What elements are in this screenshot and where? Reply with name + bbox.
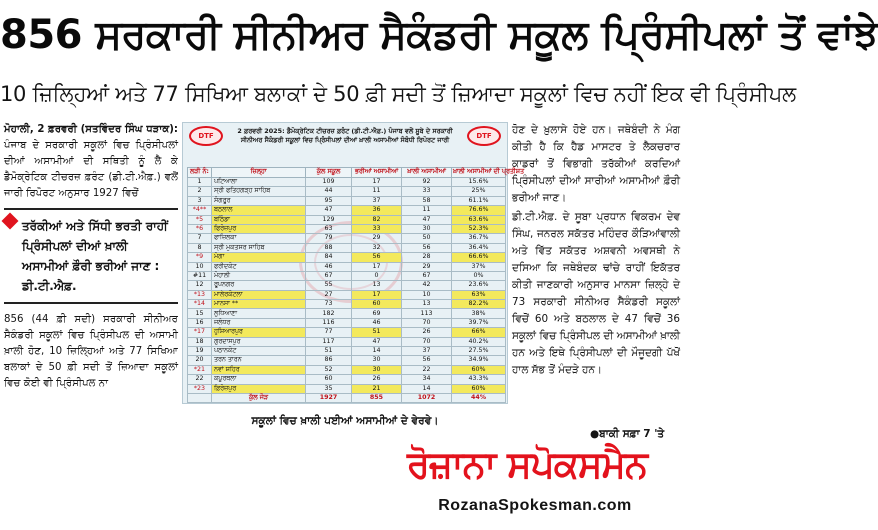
table-cell-sn: *4** xyxy=(188,206,212,215)
table-cell-district: ਸ੍ਰੀ ਮੁਕਤਸਰ ਸਾਹਿਬ xyxy=(212,243,306,252)
table-cell-sn: *9 xyxy=(188,253,212,262)
table-cell-pct: 63% xyxy=(452,290,506,299)
table-cell-district: ਲੁਧਿਆਣਾ xyxy=(212,309,306,318)
table-cell-filled: 11 xyxy=(352,187,402,196)
table-total-cell: 1072 xyxy=(402,393,452,402)
table-cell-filled: 33 xyxy=(352,224,402,233)
table-row xyxy=(188,384,506,393)
table-cell-pct: 66% xyxy=(452,328,506,337)
table-row xyxy=(188,187,506,196)
table-cell-vacant: 14 xyxy=(402,384,452,393)
table-cell-total: 47 xyxy=(306,206,352,215)
table-row xyxy=(188,196,506,205)
table-cell-sn: *17 xyxy=(188,328,212,337)
table-cell-total: 60 xyxy=(306,375,352,384)
table-cell-district: ਰੂਪਨਗਰ xyxy=(212,281,306,290)
table-cell-sn: *13 xyxy=(188,290,212,299)
table-cell-district: ਸੰਗਰੂਰ xyxy=(212,196,306,205)
table-cell-filled: 37 xyxy=(352,196,402,205)
table-cell-total: 84 xyxy=(306,253,352,262)
table-cell-pct: 37% xyxy=(452,262,506,271)
table-row xyxy=(188,224,506,233)
table-cell-district: ਮਾਲੇਰਕੋਟਲਾ xyxy=(212,290,306,299)
table-cell-district: ਨਵਾਂ ਸ਼ਹਿਰ xyxy=(212,365,306,374)
table-cell-vacant: 113 xyxy=(402,309,452,318)
website-url: RozanaSpokesman.com xyxy=(438,497,632,514)
table-cell-district: ਬਠਿੰਡਾ xyxy=(212,215,306,224)
table-cell-total: 116 xyxy=(306,318,352,327)
table-cell-pct: 52.3% xyxy=(452,224,506,233)
table-row xyxy=(188,347,506,356)
table-cell-filled: 17 xyxy=(352,290,402,299)
table-cell-district: ਫਿਰੋਜ਼ਪੁਰ xyxy=(212,224,306,233)
table-cell-total: 95 xyxy=(306,196,352,205)
table-cell-sn: *23 xyxy=(188,384,212,393)
table-cell-district: ਗੁਰਦਾਸਪੁਰ xyxy=(212,337,306,346)
table-total-cell: ਕੁੱਲ ਜੋੜ xyxy=(212,393,306,402)
table-cell-pct: 23.6% xyxy=(452,281,506,290)
table-cell-total: 55 xyxy=(306,281,352,290)
table-row xyxy=(188,290,506,299)
table-cell-filled: 60 xyxy=(352,300,402,309)
dateline xyxy=(4,122,178,202)
table-cell-filled: 47 xyxy=(352,337,402,346)
headline: 856 ਸਰਕਾਰੀ ਸੀਨੀਅਰ ਸੈਕੰਡਰੀ ਸਕੂਲ ਪ੍ਰਿੰਸੀਪਲਾਂ ਤੋਂ ਵਾਂਝੇ xyxy=(0,12,878,58)
table-cell-sn: *6 xyxy=(188,224,212,233)
table-row xyxy=(188,337,506,346)
table-cell-filled: 17 xyxy=(352,178,402,187)
table-cell-pct: 36.4% xyxy=(452,243,506,252)
table-cell-filled: 36 xyxy=(352,206,402,215)
report-image xyxy=(182,122,525,404)
table-cell-pct: 34.9% xyxy=(452,356,506,365)
table-cell-sn: #11 xyxy=(188,271,212,280)
table-cell-pct: 38% xyxy=(452,309,506,318)
table-row xyxy=(188,253,506,262)
column-header: ਖ਼ਾਲੀ ਅਸਾਮੀਆਂ ਦੀ ਪ੍ਰਤੀਸ਼ਤ xyxy=(452,168,506,178)
table-row xyxy=(188,356,506,365)
table-cell-vacant: 28 xyxy=(402,253,452,262)
table-cell-vacant: 22 xyxy=(402,365,452,374)
table-cell-pct: 36.7% xyxy=(452,234,506,243)
table-caption: ਸਕੂਲਾਂ ਵਿਚ ਖ਼ਾਲੀ ਪਈਆਂ ਅਸਾਮੀਆਂ ਦੇ ਵੇਰਵੇ। xyxy=(251,415,439,427)
table-row xyxy=(188,300,506,309)
table-cell-district: ਫਰੀਦਕੋਟ xyxy=(212,262,306,271)
table-cell-filled: 30 xyxy=(352,365,402,374)
table-cell-filled: 51 xyxy=(352,328,402,337)
continued-note: ●ਬਾਕੀ ਸਫ਼ਾ 7 'ਤੇ xyxy=(590,428,665,440)
table-cell-district: ਪਟਿਆਲਾ xyxy=(212,178,306,187)
table-cell-sn: 19 xyxy=(188,347,212,356)
table-cell-vacant: 56 xyxy=(402,243,452,252)
table-cell-district: ਮੋਹਾਲੀ xyxy=(212,271,306,280)
article-paragraph: 856 (44 ਫ਼ੀ ਸਦੀ) ਸਰਕਾਰੀ ਸੀਨੀਅਰ ਸੈਕੰਡਰੀ ਸਕੂਲਾਂ ਵਿਚ ਪ੍ਰਿੰਸੀਪਲ ਦੀ ਅਸਾਮੀ ਖ਼ਾਲੀ ਹੋਣ, 10 ਜ਼ਿਲ੍ਹਿਆਂ ਅਤੇ 77 ਸਿਖਿਆ ਬਲਾਕਾਂ ਦੇ 50 ਫ਼ੀ ਸਦੀ ਤੋਂ ਜ਼ਿਆਦਾ ਸਕੂਲਾਂ ਵਿਚ ਕੋਈ ਵੀ ਪ੍ਰਿੰਸੀਪਲ ਨਾ xyxy=(4,314,178,389)
table-cell-vacant: 67 xyxy=(402,271,452,280)
table-cell-pct: 15.6% xyxy=(452,178,506,187)
newspaper-masthead: ਰੋਜ਼ਾਨਾ ਸਪੋਕਸਮੈਨ xyxy=(406,443,648,486)
column-header: ਜ਼ਿਲ੍ਹਾ xyxy=(212,168,306,178)
column-header: ਭਰੀਆਂ ਅਸਾਮੀਆਂ xyxy=(352,168,402,178)
table-cell-filled: 17 xyxy=(352,262,402,271)
table-cell-sn: *5 xyxy=(188,215,212,224)
table-row xyxy=(188,318,506,327)
table-cell-vacant: 11 xyxy=(402,206,452,215)
table-cell-sn: 15 xyxy=(188,309,212,318)
table-cell-pct: 66.6% xyxy=(452,253,506,262)
table-row xyxy=(188,206,506,215)
table-cell-vacant: 92 xyxy=(402,178,452,187)
table-cell-total: 44 xyxy=(306,187,352,196)
table-row xyxy=(188,281,506,290)
table-cell-district: ਮਾਨਸਾ ** xyxy=(212,300,306,309)
table-cell-filled: 14 xyxy=(352,347,402,356)
table-cell-sn: 7 xyxy=(188,234,212,243)
table-cell-sn: 8 xyxy=(188,243,212,252)
table-cell-district: ਕਪੂਰਥਲਾ xyxy=(212,375,306,384)
column-header: ਕੁੱਲ ਸਕੂਲ xyxy=(306,168,352,178)
table-cell-filled: 29 xyxy=(352,234,402,243)
table-cell-filled: 32 xyxy=(352,243,402,252)
table-cell-sn: 12 xyxy=(188,281,212,290)
table-row xyxy=(188,215,506,224)
table-row xyxy=(188,365,506,374)
table-cell-district: ਹੁਸ਼ਿਆਰਪੁਰ xyxy=(212,328,306,337)
table-cell-filled: 26 xyxy=(352,375,402,384)
table-row xyxy=(188,243,506,252)
table-cell-vacant: 58 xyxy=(402,196,452,205)
table-cell-district: ਬਠਲਾਲ xyxy=(212,206,306,215)
report-header xyxy=(183,123,507,171)
table-cell-pct: 60% xyxy=(452,384,506,393)
table-cell-filled: 46 xyxy=(352,318,402,327)
table-cell-sn: *21 xyxy=(188,365,212,374)
table-cell-total: 67 xyxy=(306,271,352,280)
table-cell-total: 35 xyxy=(306,384,352,393)
bullet-diamond-icon xyxy=(2,213,19,230)
table-cell-total: 109 xyxy=(306,178,352,187)
pull-quote-text: ਤਰੱਕੀਆਂ ਅਤੇ ਸਿੱਧੀ ਭਰਤੀ ਰਾਹੀਂ ਪ੍ਰਿੰਸੀਪਲਾਂ ਦੀਆਂ ਖ਼ਾਲੀ ਅਸਾਮੀਆਂ ਫ਼ੌਰੀ ਭਰੀਆਂ ਜਾਣ : ਡੀ.ਟੀ.ਐਫ਼. xyxy=(22,219,168,293)
table-cell-vacant: 50 xyxy=(402,234,452,243)
table-cell-total: 52 xyxy=(306,365,352,374)
table-row xyxy=(188,271,506,280)
table-cell-sn: 1 xyxy=(188,178,212,187)
table-cell-district: ਤਰਨ ਤਾਰਨ xyxy=(212,356,306,365)
table-row xyxy=(188,328,506,337)
table-cell-vacant: 26 xyxy=(402,328,452,337)
table-cell-pct: 0% xyxy=(452,271,506,280)
table-cell-district: ਫ਼ਿਰੋਜ਼ਪੁਰ xyxy=(212,384,306,393)
table-cell-total: 79 xyxy=(306,234,352,243)
table-cell-total: 117 xyxy=(306,337,352,346)
table-cell-pct: 82.2% xyxy=(452,300,506,309)
table-cell-sn: 22 xyxy=(188,375,212,384)
table-cell-filled: 13 xyxy=(352,281,402,290)
table-cell-district: ਸ੍ਰੀ ਫਤਿਹਗੜ੍ਹ ਸਾਹਿਬ xyxy=(212,187,306,196)
dtf-logo-icon: DTF xyxy=(467,126,501,146)
table-cell-sn: 20 xyxy=(188,356,212,365)
table-row xyxy=(188,234,506,243)
left-column xyxy=(4,122,178,430)
table-cell-total: 182 xyxy=(306,309,352,318)
table-total-cell: 855 xyxy=(352,393,402,402)
table-cell-district: ਫਾਜ਼ਿਲਕਾ xyxy=(212,234,306,243)
table-row xyxy=(188,375,506,384)
dateline-text: ਮੋਹਾਲੀ, 2 ਫ਼ਰਵਰੀ (ਸਤਵਿੰਦਰ ਸਿੰਘ ਧੜਾਕ): xyxy=(4,124,178,135)
table-cell-district: ਜਲੰਧਰ xyxy=(212,318,306,327)
table-cell-sn: 16 xyxy=(188,318,212,327)
table-cell-sn: 3 xyxy=(188,196,212,205)
dtf-logo-icon: DTF xyxy=(189,126,223,146)
vacancy-table xyxy=(187,167,525,403)
table-cell-filled: 82 xyxy=(352,215,402,224)
article-paragraph: ਡੀ.ਟੀ.ਐਫ਼. ਦੇ ਸੂਬਾ ਪ੍ਰਧਾਨ ਵਿਕਰਮ ਦੇਵ ਸਿੰਘ, ਜਨਰਲ ਸਕੱਤਰ ਮਹਿੰਦਰ ਕੌੜਿਆਂਵਾਲੀ ਅਤੇ ਵਿੱਤ ਸਕੱਤਰ ਅਸ਼ਵਨੀ ਅਵਸਥੀ ਨੇ ਦਸਿਆ ਕਿ ਜਥੇਬੰਦਕ ਢਾਂਚੇ ਰਾਹੀਂ ਇਕੱਤਰ ਕੀਤੀ ਜਾਣਕਾਰੀ ਅਨੁਸਾਰ ਮਾਨਸਾ ਜ਼ਿਲ੍ਹੇ ਦੇ 73 ਸਰਕਾਰੀ ਸੀਨੀਅਰ ਸੈਕੰਡਰੀ ਸਕੂਲਾਂ ਵਿਚੋਂ 60 ਅਤੇ ਬਠਲਾਲ ਦੇ 47 ਵਿਚੋਂ 36 ਸਕੂਲਾਂ ਵਿਚ ਪ੍ਰਿੰਸੀਪਲ ਦੀ ਅਸਾਮੀਆਂ ਖ਼ਾਲੀ ਹਨ ਅਤੇ ਇਥੇ ਪ੍ਰਿੰਸੀਪਲਾਂ ਦੀ ਮੌਜੂਦਗੀ ਪੱਖੋਂ ਹਾਲ ਸੱਭ ਤੋਂ ਮੰਦੜੇ ਹਨ। xyxy=(512,211,680,376)
table-cell-sn: 2 xyxy=(188,187,212,196)
table-cell-sn: 10 xyxy=(188,262,212,271)
table-cell-total: 86 xyxy=(306,356,352,365)
column-header: ਖ਼ਾਲੀ ਅਸਾਮੀਆਂ xyxy=(402,168,452,178)
table-cell-total: 129 xyxy=(306,215,352,224)
pull-quote xyxy=(4,208,178,304)
article-paragraph: ਪੰਜਾਬ ਦੇ ਸਰਕਾਰੀ ਸਕੂਲਾਂ ਵਿਚ ਪ੍ਰਿੰਸੀਪਲਾਂ ਦੀਆਂ ਅਸਾਮੀਆਂ ਦੀ ਸਥਿਤੀ ਨੂੰ ਲੈ ਕੇ ਡੈਮੋਕ੍ਰੇਟਿਕ ਟੀਚਰਜ਼ ਫ਼ਰੰਟ (ਡੀ.ਟੀ.ਐਫ਼.) ਵਲੋਂ ਜਾਰੀ ਰਿਪੋਰਟ ਅਨੁਸਾਰ 1927 ਵਿਚੋਂ xyxy=(4,140,178,199)
table-cell-pct: 43.3% xyxy=(452,375,506,384)
table-cell-sn: 18 xyxy=(188,337,212,346)
table-row xyxy=(188,178,506,187)
subheadline: 10 ਜ਼ਿਲ੍ਹਿਆਂ ਅਤੇ 77 ਸਿਖਿਆ ਬਲਾਕਾਂ ਦੇ 50 ਫ਼ੀ ਸਦੀ ਤੋਂ ਜ਼ਿਆਦਾ ਸਕੂਲਾਂ ਵਿਚ ਨਹੀਂ ਇਕ ਵੀ ਪ੍ਰਿੰਸੀਪਲ xyxy=(0,82,796,106)
table-cell-vacant: 47 xyxy=(402,215,452,224)
table-cell-filled: 0 xyxy=(352,271,402,280)
table-cell-vacant: 10 xyxy=(402,290,452,299)
table-cell-pct: 25% xyxy=(452,187,506,196)
table-total-cell: 44% xyxy=(452,393,506,402)
table-cell-total: 88 xyxy=(306,243,352,252)
article-paragraph: ਹੋਣ ਦੇ ਖ਼ੁਲਾਸੇ ਹੋਏ ਹਨ। ਜਥੇਬੰਦੀ ਨੇ ਮੰਗ ਕੀਤੀ ਹੈ ਕਿ ਹੈਡ ਮਾਸਟਰ ਤੇ ਲੈਕਚਰਾਰ ਕਾਡਰਾਂ ਤੋਂ ਵਿਭਾਗੀ ਤਰੱਕੀਆਂ ਕਰਦਿਆਂ ਪ੍ਰਿੰਸੀਪਲਾਂ ਦੀਆਂ ਸਾਰੀਆਂ ਅਸਾਮੀਆਂ ਫ਼ੌਰੀ ਭਰੀਆਂ ਜਾਣ। xyxy=(512,124,680,204)
table-cell-vacant: 70 xyxy=(402,337,452,346)
table-cell-pct: 60% xyxy=(452,365,506,374)
report-title xyxy=(227,127,463,145)
table-cell-vacant: 33 xyxy=(402,187,452,196)
table-header-row xyxy=(188,168,506,178)
table-cell-total: 46 xyxy=(306,262,352,271)
report-title-line: ਸੀਨੀਅਰ ਸੈਕੰਡਰੀ ਸਕੂਲਾਂ ਵਿਚ ਪ੍ਰਿੰਸੀਪਲਾਂ ਦੀਆਂ ਖ਼ਾਲੀ ਅਸਾਮੀਆਂ ਸੰਬੰਧੀ ਰਿਪੋਰਟ ਜਾਰੀ xyxy=(240,136,450,144)
table-cell-pct: 76.6% xyxy=(452,206,506,215)
table-cell-vacant: 70 xyxy=(402,318,452,327)
table-cell-sn: *14 xyxy=(188,300,212,309)
table-cell-vacant: 42 xyxy=(402,281,452,290)
table-cell-vacant: 37 xyxy=(402,347,452,356)
table-cell-pct: 63.6% xyxy=(452,215,506,224)
table-cell-district: ਮੋਗਾ xyxy=(212,253,306,262)
table-cell-pct: 61.1% xyxy=(452,196,506,205)
right-column xyxy=(512,122,680,422)
table-cell-total: 63 xyxy=(306,224,352,233)
table-cell-filled: 56 xyxy=(352,253,402,262)
column-header: ਲੜੀ ਨੰ: xyxy=(188,168,212,178)
table-cell-total: 77 xyxy=(306,328,352,337)
table-cell-pct: 40.2% xyxy=(452,337,506,346)
table-cell-total: 73 xyxy=(306,300,352,309)
table-cell-filled: 69 xyxy=(352,309,402,318)
table-cell-vacant: 29 xyxy=(402,262,452,271)
table-cell-total: 51 xyxy=(306,347,352,356)
table-total-cell: 1927 xyxy=(306,393,352,402)
table-cell-vacant: 34 xyxy=(402,375,452,384)
table-cell-filled: 30 xyxy=(352,356,402,365)
table-cell-vacant: 30 xyxy=(402,224,452,233)
table-total-cell xyxy=(188,393,212,402)
table-cell-pct: 27.5% xyxy=(452,347,506,356)
report-title-line: 2 ਫ਼ਰਵਰੀ 2025: ਡੈਮੋਕ੍ਰੇਟਿਕ ਟੀਚਰਜ਼ ਫ਼ਰੰਟ (ਡੀ.ਟੀ.ਐਫ਼.) ਪੰਜਾਬ ਵਲੋਂ ਸੂਬੇ ਦੇ ਸਰਕਾਰੀ xyxy=(237,127,453,135)
table-cell-pct: 39.7% xyxy=(452,318,506,327)
table-row xyxy=(188,262,506,271)
table-cell-vacant: 56 xyxy=(402,356,452,365)
table-cell-district: ਪਠਾਨਕੋਟ xyxy=(212,347,306,356)
table-cell-vacant: 13 xyxy=(402,300,452,309)
table-row xyxy=(188,309,506,318)
table-total-row xyxy=(188,393,506,402)
table-cell-total: 27 xyxy=(306,290,352,299)
table-cell-filled: 21 xyxy=(352,384,402,393)
